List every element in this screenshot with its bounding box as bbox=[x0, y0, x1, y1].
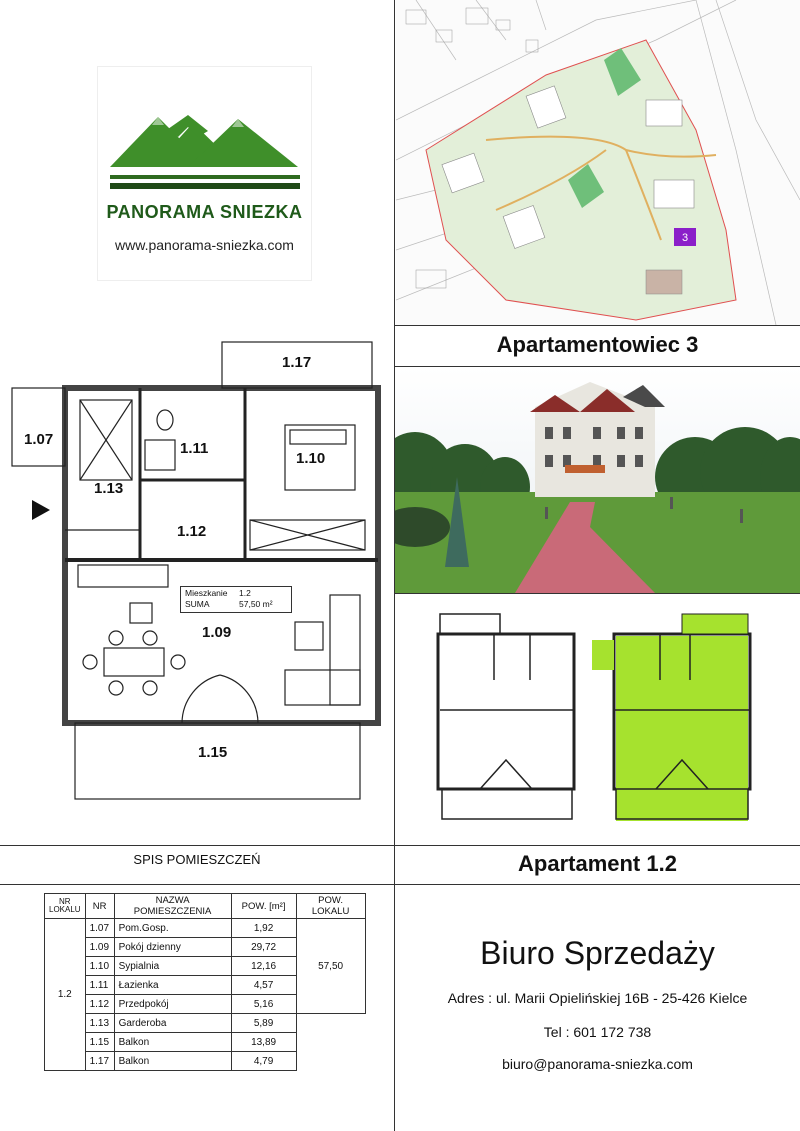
row-name: Sypialnia bbox=[114, 957, 231, 976]
apartment-floor-plan bbox=[0, 330, 394, 810]
sales-email[interactable]: biuro@panorama-sniezka.com bbox=[502, 1056, 693, 1072]
row-name: Garderoba bbox=[114, 1014, 231, 1033]
site-plan-map bbox=[396, 0, 800, 325]
row-area: 13,89 bbox=[231, 1033, 296, 1052]
apartment-title: Apartament 1.2 bbox=[518, 851, 677, 876]
row-name: Balkon bbox=[114, 1052, 231, 1071]
divider bbox=[0, 884, 800, 885]
empty-cell bbox=[296, 1014, 365, 1071]
header-nr: NR bbox=[85, 894, 114, 919]
room-1-09: 1.09 bbox=[202, 624, 232, 641]
divider bbox=[395, 593, 800, 594]
logo bbox=[97, 66, 312, 281]
room-1-13: 1.13 bbox=[94, 480, 124, 497]
row-area: 5,89 bbox=[231, 1014, 296, 1033]
sales-address: Adres : ul. Marii Opielińskiej 16B - 25-426 Kielce bbox=[447, 990, 748, 1006]
mountain-logo-icon bbox=[98, 67, 311, 197]
row-name: Przedpokój bbox=[114, 995, 231, 1014]
sales-office-title: Biuro Sprzedaży bbox=[480, 935, 715, 971]
building-render-image bbox=[395, 367, 800, 593]
sales-phone[interactable]: Tel : 601 172 738 bbox=[543, 1024, 652, 1040]
room-table bbox=[44, 893, 366, 1071]
divider bbox=[395, 325, 800, 326]
row-area: 29,72 bbox=[231, 938, 296, 957]
sum-label: SUMA bbox=[185, 599, 210, 609]
brand-name: PANORAMA SNIEZKA bbox=[106, 202, 303, 222]
header-flat-no: NR LOKALU bbox=[45, 894, 86, 919]
room-1-07: 1.07 bbox=[24, 431, 54, 448]
row-area: 5,16 bbox=[231, 995, 296, 1014]
floor-location-plan bbox=[410, 610, 778, 822]
row-name: Łazienka bbox=[114, 976, 231, 995]
row-nr: 1.13 bbox=[85, 1014, 114, 1033]
row-area: 1,92 bbox=[231, 919, 296, 938]
highlighted-apartment bbox=[616, 636, 748, 821]
row-area: 4,79 bbox=[231, 1052, 296, 1071]
room-1-12: 1.12 bbox=[177, 523, 207, 540]
row-name: Pom.Gosp. bbox=[114, 919, 231, 938]
entrance-arrow-icon bbox=[32, 500, 50, 520]
building-marker: 3 bbox=[681, 232, 689, 244]
header-area: POW. [m²] bbox=[231, 894, 296, 919]
row-area: 12,16 bbox=[231, 957, 296, 976]
table-row bbox=[45, 919, 366, 938]
table-row bbox=[45, 1014, 366, 1033]
apartment-info-box bbox=[180, 586, 292, 613]
row-nr: 1.12 bbox=[85, 995, 114, 1014]
row-nr: 1.11 bbox=[85, 976, 114, 995]
room-1-11: 1.11 bbox=[180, 440, 209, 457]
room-1-17: 1.17 bbox=[282, 354, 312, 371]
header-name: NAZWA POMIESZCZENIA bbox=[114, 894, 231, 919]
row-nr: 1.09 bbox=[85, 938, 114, 957]
divider bbox=[0, 845, 800, 846]
flat-no-cell: 1.2 bbox=[45, 919, 86, 1071]
room-list-title: SPIS POMIESZCZEŃ bbox=[133, 852, 261, 867]
row-name: Balkon bbox=[114, 1033, 231, 1052]
row-nr: 1.15 bbox=[85, 1033, 114, 1052]
website-link[interactable]: www.panorama-sniezka.com bbox=[115, 237, 294, 253]
flat-number: 1.2 bbox=[239, 588, 251, 598]
flat-area-cell: 57,50 bbox=[296, 919, 365, 1014]
room-1-15: 1.15 bbox=[198, 744, 228, 761]
row-name: Pokój dzienny bbox=[114, 938, 231, 957]
row-nr: 1.07 bbox=[85, 919, 114, 938]
building-title: Apartamentowiec 3 bbox=[496, 332, 699, 357]
flat-label: Mieszkanie bbox=[185, 588, 228, 598]
header-flat-area: POW. LOKALU bbox=[296, 894, 365, 919]
row-area: 4,57 bbox=[231, 976, 296, 995]
sum-value: 57,50 m² bbox=[239, 599, 273, 609]
room-1-10: 1.10 bbox=[296, 450, 326, 467]
row-nr: 1.17 bbox=[85, 1052, 114, 1071]
row-nr: 1.10 bbox=[85, 957, 114, 976]
